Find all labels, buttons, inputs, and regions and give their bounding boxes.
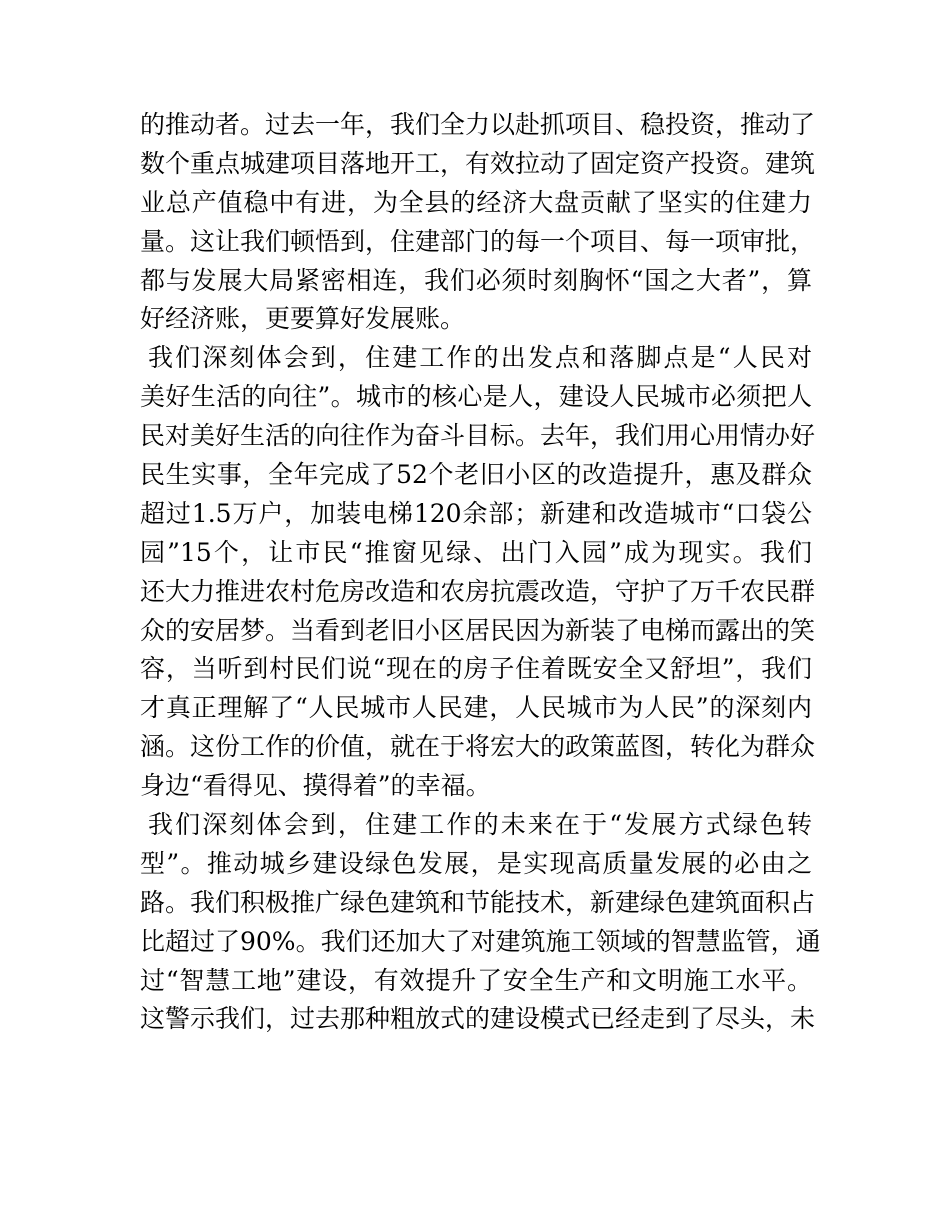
text-line: 好经济账，更要算好发展账。 xyxy=(140,304,466,334)
paragraph xyxy=(140,339,816,806)
text-line: 身边“看得见、摸得着”的幸福。 xyxy=(140,771,491,801)
text-line: 才真正理解了“人民城市人民建，人民城市为人民”的深刻内 xyxy=(140,693,812,723)
text-line: 过“智慧工地”建设，有效提升了安全生产和文明施工水平。 xyxy=(140,965,812,995)
paragraph xyxy=(140,106,816,339)
text-line: 园”15个，让市民“推窗见绿、出门入园”成为现实。我们 xyxy=(140,537,812,567)
text-line: 还大力推进农村危房改造和农房抗震改造，守护了万千农民群 xyxy=(140,576,816,606)
text-line: 我们深刻体会到，住建工作的未来在于“发展方式绿色转 xyxy=(148,810,812,840)
text-line: 美好生活的向往”。城市的核心是人，建设人民城市必须把人 xyxy=(140,382,812,412)
text-line: 型”。推动城乡建设绿色发展，是实现高质量发展的必由之 xyxy=(140,848,812,878)
text-line: 容，当听到村民们说“现在的房子住着既安全又舒坦”，我们 xyxy=(140,654,812,684)
text-line: 量。这让我们顿悟到，住建部门的每一个项目、每一项审批， xyxy=(140,226,816,256)
text-line: 业总产值稳中有进，为全县的经济大盘贡献了坚实的住建力 xyxy=(140,187,812,217)
text-line: 民对美好生活的向往作为奋斗目标。去年，我们用心用情办好 xyxy=(140,421,816,451)
text-line: 超过1.5万户，加装电梯120余部；新建和改造城市“口袋公 xyxy=(140,498,812,528)
text-line: 比超过了90%。我们还加大了对建筑施工领域的智慧监管，通 xyxy=(140,926,821,956)
text-line: 数个重点城建项目落地开工，有效拉动了固定资产投资。建筑 xyxy=(140,148,816,178)
text-line: 路。我们积极推广绿色建筑和节能技术，新建绿色建筑面积占 xyxy=(140,887,816,917)
document-page xyxy=(140,106,821,1039)
text-line: 民生实事，全年完成了52个老旧小区的改造提升，惠及群众 xyxy=(140,460,812,490)
text-line: 都与发展大局紧密相连，我们必须时刻胸怀“国之大者”，算 xyxy=(140,265,812,295)
text-line: 的推动者。过去一年，我们全力以赴抓项目、稳投资，推动了 xyxy=(140,110,816,139)
text-line: 我们深刻体会到，住建工作的出发点和落脚点是“人民对 xyxy=(148,343,812,373)
text-line: 众的安居梦。当看到老旧小区居民因为新装了电梯而露出的笑 xyxy=(140,615,816,645)
text-line: 涵。这份工作的价值，就在于将宏大的政策蓝图，转化为群众 xyxy=(140,732,816,762)
paragraph xyxy=(140,806,821,1039)
text-line: 这警示我们，过去那种粗放式的建设模式已经走到了尽头，未 xyxy=(140,1004,816,1034)
